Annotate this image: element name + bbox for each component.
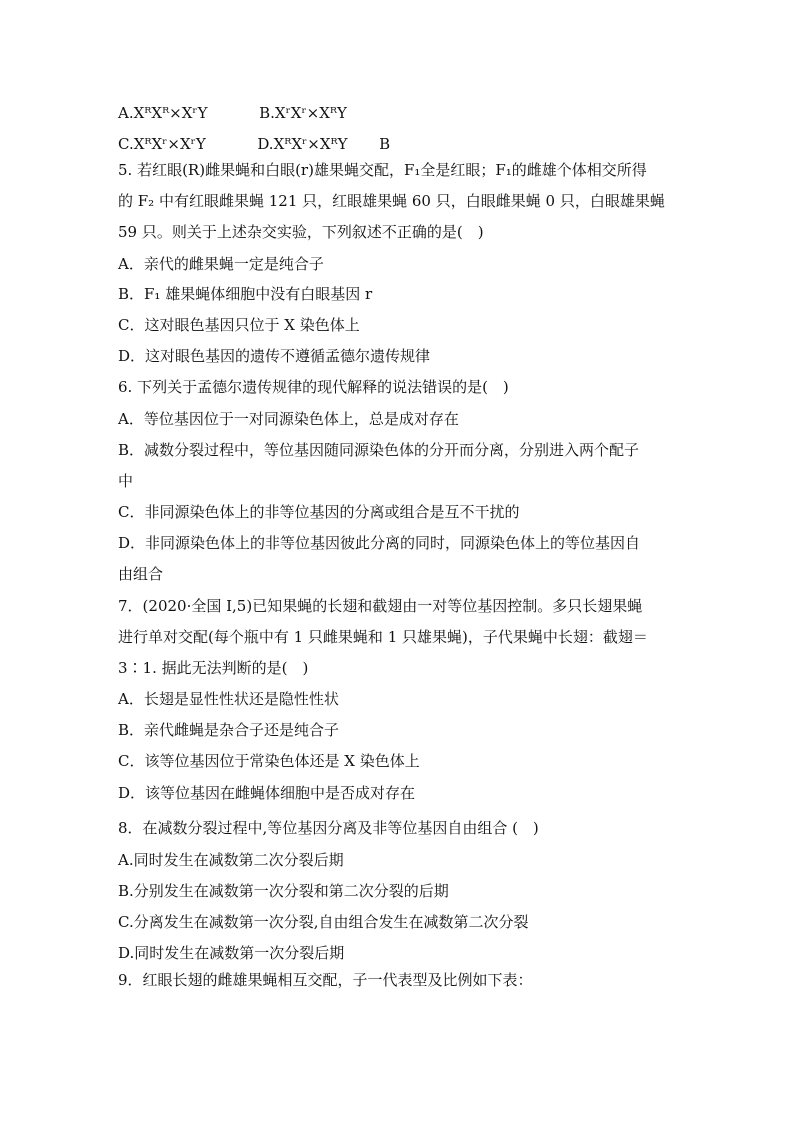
q4-option-a: A.XᴿXᴿ×XʳY [118,104,208,122]
q7-stem-line-2: 进行单对交配(每个瓶中有 1 只雌果蝇和 1 只雄果蝇)，子代果蝇中长翅：截翅＝ [118,628,648,646]
q6-option-d-line-2: 由组合 [118,565,164,583]
q4-option-c: C.XᴿXʳ×XʳY [118,135,206,153]
q5-option-d: D．这对眼色基因的遗传不遵循孟德尔遗传规律 [118,347,431,365]
q4-option-b: B.XʳXʳ×XᴿY [259,104,347,122]
q5-stem-line-3: 59 只。则关于上述杂交实验，下列叙述不正确的是( ) [118,223,484,241]
q8-option-b: B.分别发生在减数第一次分裂和第二次分裂的后期 [118,882,449,900]
q6-option-c: C．非同源染色体上的非等位基因的分离或组合是互不干扰的 [118,503,520,521]
q4-answer: B [379,135,391,153]
q7-option-b: B．亲代雌蝇是杂合子还是纯合子 [118,721,340,739]
q7-option-d: D．该等位基因在雌蝇体细胞中是否成对存在 [118,784,416,802]
q4-options-row-1 [118,103,347,123]
q6-option-b-line-2: 中 [118,472,134,490]
q6-option-a: A．等位基因位于一对同源染色体上，总是成对存在 [118,410,459,428]
q5-stem-line-2: 的 F₂ 中有红眼雌果蝇 121 只，红眼雄果蝇 60 只，白眼雌果蝇 0 只，白眼雄果蝇 [118,192,665,210]
q5-option-b: B．F₁ 雄果蝇体细胞中没有白眼基因 r [118,285,373,303]
q6-option-b-line-1: B．减数分裂过程中，等位基因随同源染色体的分开而分离，分别进入两个配子 [118,441,640,459]
q7-stem-line-1: 7．(2020·全国 Ⅰ,5)已知果蝇的长翅和截翅由一对等位基因控制。多只长翅果蝇 [118,597,643,615]
q9-stem: 9．红眼长翅的雌雄果蝇相互交配，子一代表型及比例如下表： [118,971,533,989]
q8-option-c: C.分离发生在减数第一次分裂,自由组合发生在减数第二次分裂 [118,913,529,931]
q8-option-a: A.同时发生在减数第二次分裂后期 [118,851,344,869]
q7-stem-line-3: 3∶1. 据此无法判断的是( ) [118,659,309,677]
q6-option-d-line-1: D．非同源染色体上的非等位基因彼此分离的同时，同源染色体上的等位基因自 [118,534,641,552]
q8-option-d: D.同时发生在减数第一次分裂后期 [118,944,345,962]
q8-stem: 8．在减数分裂过程中,等位基因分离及非等位基因自由组合 ( ) [118,819,539,837]
q6-stem: 6. 下列关于孟德尔遗传规律的现代解释的说法错误的是( ) [118,378,509,396]
q5-option-a: A．亲代的雌果蝇一定是纯合子 [118,255,324,273]
q7-option-c: C．该等位基因位于常染色体还是 X 染色体上 [118,752,420,770]
q4-options-row-2 [118,134,390,154]
q5-option-c: C．这对眼色基因只位于 X 染色体上 [118,316,360,334]
q5-stem-line-1: 5. 若红眼(R)雌果蝇和白眼(r)雄果蝇交配，F₁全是红眼；F₁的雌雄个体相交所得 [118,161,647,179]
q7-option-a: A．长翅是显性性状还是隐性性状 [118,690,339,708]
q4-option-d: D.XᴿXʳ×XᴿY [257,135,348,153]
